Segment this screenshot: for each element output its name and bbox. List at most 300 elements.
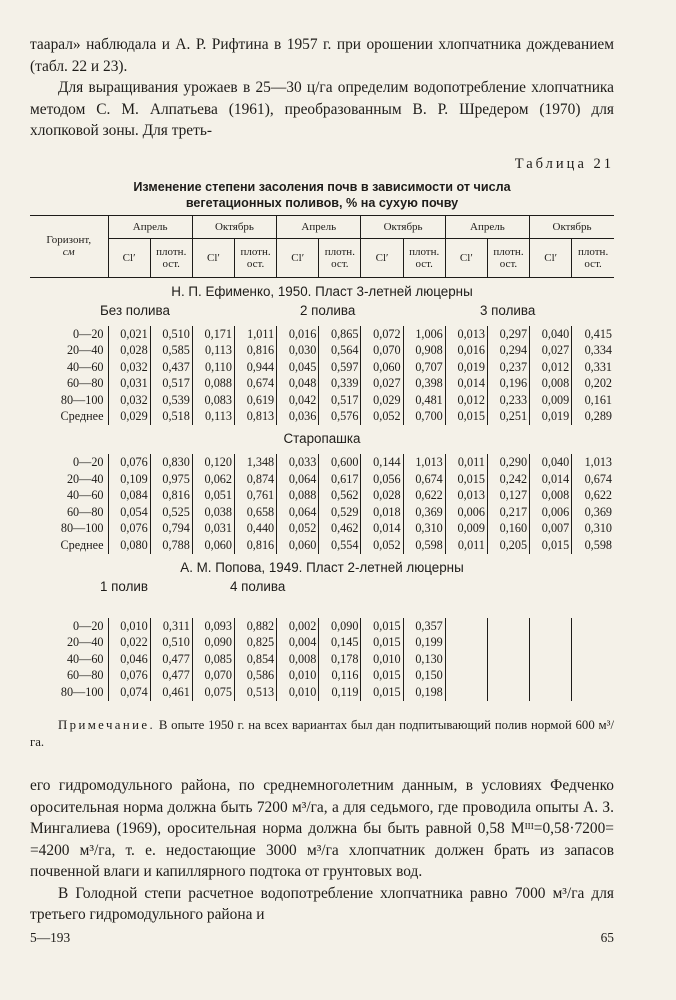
row-spacer — [30, 602, 614, 618]
value-cell: 0,237 — [487, 359, 529, 376]
value-cell: 0,006 — [530, 504, 572, 521]
value-cell: 0,477 — [150, 651, 192, 668]
value-cell: 0,029 — [108, 408, 150, 425]
month-header: Апрель — [445, 215, 529, 238]
value-cell: 0,019 — [445, 359, 487, 376]
subheader-dense-line-2: ост. — [584, 257, 602, 270]
value-cell: 0,518 — [150, 408, 192, 425]
value-cell: 0,015 — [445, 471, 487, 488]
table-row — [30, 408, 614, 425]
horizon-cell: 0—20 — [73, 326, 104, 341]
value-cell: 0,854 — [234, 651, 276, 668]
irrigation-count-label: 3 полива — [480, 302, 536, 318]
irrigation-count-cell — [30, 577, 614, 602]
subheader-dense-line-2: ост. — [246, 257, 265, 270]
value-cell: 0,576 — [319, 408, 361, 425]
irrigation-count-label: 4 полива — [230, 578, 286, 594]
value-cell: 0,477 — [150, 667, 192, 684]
horizon-cell: 20—40 — [66, 471, 104, 486]
value-cell: 0,031 — [108, 375, 150, 392]
section-title-row — [30, 277, 614, 301]
value-cell: 0,617 — [319, 471, 361, 488]
horizon-cell: 80—100 — [60, 521, 104, 536]
value-cell: 0,004 — [277, 634, 319, 651]
horizon-cell: 20—40 — [66, 635, 104, 650]
subheader-cl: Cl′ — [530, 238, 572, 277]
value-cell — [572, 667, 614, 684]
value-cell: 0,294 — [487, 342, 529, 359]
table-row — [30, 684, 614, 701]
value-cell: 0,874 — [234, 471, 276, 488]
value-cell: 0,013 — [445, 326, 487, 343]
value-cell: 1,013 — [572, 454, 614, 471]
month-header: Апрель — [108, 215, 192, 238]
horizon-cell: Среднее — [60, 409, 104, 424]
value-cell — [487, 634, 529, 651]
value-cell: 0,127 — [487, 487, 529, 504]
value-cell: 0,150 — [403, 667, 445, 684]
paragraph-top-1: таарал» наблюдала и А. Р. Рифтина в 1957 г. при орошении хлопчатника дождеванием (табл. 22 и 23). — [30, 36, 614, 75]
paragraph-bottom-2: В Голодной степи расчетное водопотребление хлопчатника равно 7000 м³/га для третьего гидромодульного района и — [30, 884, 614, 924]
value-cell: 0,006 — [445, 504, 487, 521]
value-cell: 0,009 — [445, 520, 487, 537]
subheader-cl: Cl′ — [361, 238, 403, 277]
horizon-cell: 80—100 — [60, 392, 104, 407]
value-cell: 0,046 — [108, 651, 150, 668]
section-title-row — [30, 554, 614, 577]
value-cell: 0,062 — [192, 471, 234, 488]
table-title-line-2: вегетационных поливов, % на сухую почву — [185, 195, 459, 210]
value-cell: 0,011 — [445, 454, 487, 471]
note-text: В опыте 1950 г. на всех вариантах был дан подпитывающий полив нормой 600 м³/га. — [30, 717, 615, 749]
value-cell: 0,113 — [192, 408, 234, 425]
value-cell: 0,090 — [192, 634, 234, 651]
value-cell: 0,012 — [445, 392, 487, 409]
subheader-dense-line-1: плотн. — [240, 245, 271, 258]
horizon-cell: 80—100 — [60, 685, 104, 699]
value-cell: 0,481 — [403, 392, 445, 409]
month-header: Октябрь — [530, 215, 614, 238]
value-cell: 0,437 — [150, 359, 192, 376]
value-cell: 0,014 — [530, 471, 572, 488]
value-cell: 0,032 — [108, 392, 150, 409]
horizon-cell: 40—60 — [66, 651, 104, 666]
value-cell — [530, 651, 572, 668]
value-cell: 0,030 — [277, 342, 319, 359]
value-cell: 0,517 — [150, 375, 192, 392]
value-cell: 0,009 — [530, 392, 572, 409]
value-cell: 0,072 — [361, 326, 403, 343]
value-cell: 0,076 — [108, 667, 150, 684]
table-row — [30, 504, 614, 521]
value-cell: 0,010 — [361, 651, 403, 668]
value-cell: 0,083 — [192, 392, 234, 409]
value-cell: 0,048 — [277, 375, 319, 392]
value-cell: 0,016 — [277, 326, 319, 343]
table-row — [30, 471, 614, 488]
value-cell: 0,011 — [445, 537, 487, 554]
value-cell: 0,080 — [108, 537, 150, 554]
value-cell: 0,830 — [150, 454, 192, 471]
value-cell: 0,539 — [150, 392, 192, 409]
value-cell: 0,674 — [403, 471, 445, 488]
value-cell: 0,064 — [277, 504, 319, 521]
value-cell: 0,018 — [361, 504, 403, 521]
value-cell — [487, 618, 529, 635]
value-cell: 0,233 — [487, 392, 529, 409]
subheader-dense-line-2: ост. — [162, 257, 180, 270]
value-cell: 1,006 — [403, 326, 445, 343]
value-cell: 0,339 — [319, 375, 361, 392]
value-cell: 0,130 — [403, 651, 445, 668]
salinity-table — [30, 215, 614, 701]
value-cell: 0,510 — [150, 634, 192, 651]
value-cell — [572, 634, 614, 651]
subheader-dense-residue — [150, 238, 192, 277]
value-cell — [445, 667, 487, 684]
value-cell: 0,816 — [234, 537, 276, 554]
horizon-cell: 0—20 — [73, 618, 104, 633]
horizon-header-label: Горизонт, — [46, 234, 92, 246]
value-cell: 0,564 — [319, 342, 361, 359]
value-cell: 0,074 — [108, 684, 150, 701]
irrigation-count-label: 1 полив — [100, 578, 148, 594]
value-cell: 0,794 — [150, 520, 192, 537]
value-cell: 0,110 — [192, 359, 234, 376]
printer-signature: 5—193 — [30, 930, 71, 945]
value-cell: 0,562 — [319, 487, 361, 504]
value-cell: 0,816 — [234, 342, 276, 359]
value-cell: 0,674 — [572, 471, 614, 488]
value-cell: 1,013 — [403, 454, 445, 471]
value-cell: 0,031 — [192, 520, 234, 537]
value-cell: 0,334 — [572, 342, 614, 359]
table-row — [30, 326, 614, 343]
table-row — [30, 537, 614, 554]
value-cell: 0,908 — [403, 342, 445, 359]
value-cell: 0,019 — [530, 408, 572, 425]
value-cell: 0,120 — [192, 454, 234, 471]
value-cell: 0,586 — [234, 667, 276, 684]
subheader-dense-residue — [234, 238, 276, 277]
value-cell — [445, 618, 487, 635]
value-cell: 0,700 — [403, 408, 445, 425]
value-cell: 0,008 — [530, 375, 572, 392]
value-cell — [445, 634, 487, 651]
table-row — [30, 634, 614, 651]
subheader-row — [30, 238, 614, 277]
value-cell: 0,116 — [319, 667, 361, 684]
value-cell: 0,975 — [150, 471, 192, 488]
table-label: Таблица 21 — [514, 155, 614, 172]
value-cell: 0,064 — [277, 471, 319, 488]
table-header — [30, 215, 614, 277]
table-row — [30, 454, 614, 471]
value-cell: 0,251 — [487, 408, 529, 425]
value-cell: 0,028 — [361, 487, 403, 504]
value-cell: 0,084 — [108, 487, 150, 504]
value-cell: 0,070 — [192, 667, 234, 684]
paragraph-top-2: Для выращивания урожаев в 25—30 ц/га определим водопотребление хлопчатника методом С. М. Алпатьева (1961), преобразованным В. Р. Шредером (1970) для хлопковой зоны. Для треть- — [30, 79, 614, 139]
value-cell — [530, 667, 572, 684]
section-title-row — [30, 425, 614, 448]
value-cell: 0,944 — [234, 359, 276, 376]
document-page — [30, 34, 614, 926]
value-cell: 0,027 — [530, 342, 572, 359]
value-cell: 0,093 — [192, 618, 234, 635]
value-cell: 0,007 — [530, 520, 572, 537]
subheader-dense-residue — [487, 238, 529, 277]
table-row — [30, 392, 614, 409]
value-cell: 0,161 — [572, 392, 614, 409]
horizon-cell: 20—40 — [66, 343, 104, 358]
value-cell: 0,113 — [192, 342, 234, 359]
value-cell: 0,060 — [361, 359, 403, 376]
value-cell: 0,865 — [319, 326, 361, 343]
value-cell: 0,076 — [108, 454, 150, 471]
value-cell: 0,398 — [403, 375, 445, 392]
section-title: А. М. Попова, 1949. Пласт 2-летней люцерны — [180, 559, 464, 575]
value-cell: 0,045 — [277, 359, 319, 376]
value-cell: 0,090 — [319, 618, 361, 635]
value-cell: 0,598 — [403, 537, 445, 554]
table-body — [30, 277, 614, 701]
irrigation-count-row — [30, 301, 614, 326]
table-title-line-1: Изменение степени засоления почв в зависимости от числа — [133, 179, 511, 194]
value-cell: 0,585 — [150, 342, 192, 359]
value-cell: 0,014 — [445, 375, 487, 392]
page-footer — [30, 930, 614, 946]
horizon-cell: Среднее — [60, 538, 104, 553]
paragraph-bottom-1: его гидромодульного района, по среднемноголетним данным, в условиях Федченко оросительная норма должна быть 7200 м³/га, а для седьмого, где проводила опыты А. З. Мингалиева (1969), оросительная норма должна бы быть равной 0,58 Mᴵᴵᴵ=0,58·7200= =4200 м³/га, т. е. недостающие 3000 м³/га хлопчатник должен брать из запасов почвенной влаги и капиллярного подтока от грунтовых вод. — [30, 777, 614, 881]
subheader-dense-residue — [572, 238, 614, 277]
value-cell: 0,038 — [192, 504, 234, 521]
value-cell: 0,289 — [572, 408, 614, 425]
value-cell: 0,032 — [108, 359, 150, 376]
value-cell: 0,310 — [403, 520, 445, 537]
value-cell: 0,510 — [150, 326, 192, 343]
month-header: Апрель — [277, 215, 361, 238]
value-cell: 0,008 — [530, 487, 572, 504]
value-cell: 0,119 — [319, 684, 361, 701]
value-cell: 0,002 — [277, 618, 319, 635]
subheader-dense-line-1: плотн. — [409, 245, 440, 258]
value-cell: 0,171 — [192, 326, 234, 343]
value-cell: 0,597 — [319, 359, 361, 376]
value-cell: 0,160 — [487, 520, 529, 537]
horizon-header-unit: см — [62, 246, 75, 258]
value-cell: 0,369 — [403, 504, 445, 521]
value-cell: 0,060 — [192, 537, 234, 554]
value-cell: 0,022 — [108, 634, 150, 651]
value-cell: 0,205 — [487, 537, 529, 554]
value-cell: 0,076 — [108, 520, 150, 537]
value-cell: 0,297 — [487, 326, 529, 343]
table-row — [30, 618, 614, 635]
value-cell: 0,012 — [530, 359, 572, 376]
subheader-dense-residue — [319, 238, 361, 277]
value-cell: 0,040 — [530, 454, 572, 471]
value-cell: 1,348 — [234, 454, 276, 471]
value-cell: 0,040 — [530, 326, 572, 343]
value-cell — [530, 618, 572, 635]
value-cell: 0,707 — [403, 359, 445, 376]
value-cell: 0,015 — [361, 634, 403, 651]
value-cell — [530, 634, 572, 651]
value-cell: 0,517 — [319, 392, 361, 409]
horizon-cell: 60—80 — [66, 376, 104, 391]
table-row — [30, 667, 614, 684]
value-cell — [572, 651, 614, 668]
subheader-cl: Cl′ — [108, 238, 150, 277]
value-cell: 0,788 — [150, 537, 192, 554]
subheader-cl: Cl′ — [277, 238, 319, 277]
value-cell: 0,109 — [108, 471, 150, 488]
horizon-cell: 0—20 — [73, 455, 104, 470]
irrigation-count-label: Без полива — [100, 302, 170, 318]
value-cell: 0,357 — [403, 618, 445, 635]
horizon-cell: 60—80 — [66, 504, 104, 519]
value-cell — [572, 684, 614, 701]
value-cell: 0,462 — [319, 520, 361, 537]
value-cell — [530, 684, 572, 701]
value-cell: 0,331 — [572, 359, 614, 376]
table-title — [30, 179, 614, 211]
value-cell — [445, 651, 487, 668]
value-cell: 0,196 — [487, 375, 529, 392]
row-spacer-cell — [30, 602, 614, 618]
value-cell: 0,013 — [445, 487, 487, 504]
table-note — [30, 717, 614, 751]
subheader-dense-line-2: ост. — [331, 257, 349, 270]
value-cell: 0,529 — [319, 504, 361, 521]
value-cell: 0,598 — [572, 537, 614, 554]
value-cell: 0,008 — [277, 651, 319, 668]
subheader-dense-line-2: ост. — [415, 257, 433, 270]
table-row — [30, 487, 614, 504]
horizon-header — [30, 215, 108, 277]
page-number: 65 — [600, 930, 614, 945]
subheader-cl: Cl′ — [192, 238, 234, 277]
value-cell: 0,554 — [319, 537, 361, 554]
subheader-dense-line-1: плотн. — [493, 245, 524, 258]
value-cell: 0,056 — [361, 471, 403, 488]
value-cell: 0,033 — [277, 454, 319, 471]
note-label: Примечание. — [58, 717, 156, 732]
value-cell: 0,075 — [192, 684, 234, 701]
subheader-dense-line-1: плотн. — [578, 245, 609, 258]
value-cell: 0,010 — [277, 684, 319, 701]
value-cell: 0,016 — [445, 342, 487, 359]
value-cell: 0,088 — [192, 375, 234, 392]
table-row — [30, 651, 614, 668]
month-header: Октябрь — [361, 215, 445, 238]
value-cell: 0,202 — [572, 375, 614, 392]
irrigation-count-label: 2 полива — [300, 302, 356, 318]
irrigation-count-cell — [30, 301, 614, 326]
value-cell: 1,011 — [234, 326, 276, 343]
table-row — [30, 359, 614, 376]
value-cell: 0,622 — [403, 487, 445, 504]
value-cell: 0,010 — [108, 618, 150, 635]
subheader-dense-line-1: плотн. — [324, 245, 355, 258]
value-cell — [572, 618, 614, 635]
table-row — [30, 375, 614, 392]
table-row — [30, 520, 614, 537]
irrigation-count-row — [30, 577, 614, 602]
value-cell: 0,525 — [150, 504, 192, 521]
horizon-cell: 60—80 — [66, 668, 104, 683]
value-cell: 0,882 — [234, 618, 276, 635]
value-cell: 0,674 — [234, 375, 276, 392]
value-cell: 0,052 — [277, 520, 319, 537]
value-cell: 0,816 — [150, 487, 192, 504]
value-cell: 0,015 — [445, 408, 487, 425]
table-row — [30, 342, 614, 359]
section-title: Н. П. Ефименко, 1950. Пласт 3-летней люцерны — [171, 283, 473, 299]
value-cell — [487, 684, 529, 701]
value-cell: 0,015 — [361, 684, 403, 701]
value-cell: 0,761 — [234, 487, 276, 504]
value-cell — [445, 684, 487, 701]
value-cell: 0,461 — [150, 684, 192, 701]
value-cell: 0,051 — [192, 487, 234, 504]
value-cell: 0,178 — [319, 651, 361, 668]
value-cell: 0,014 — [361, 520, 403, 537]
subheader-dense-line-2: ост. — [499, 257, 518, 270]
subheader-dense-residue — [403, 238, 445, 277]
value-cell: 0,144 — [361, 454, 403, 471]
value-cell: 0,060 — [277, 537, 319, 554]
section-title: Старопашка — [283, 431, 361, 447]
value-cell: 0,242 — [487, 471, 529, 488]
month-header: Октябрь — [192, 215, 276, 238]
value-cell: 0,010 — [277, 667, 319, 684]
value-cell: 0,369 — [572, 504, 614, 521]
value-cell: 0,619 — [234, 392, 276, 409]
horizon-cell: 40—60 — [66, 488, 104, 503]
value-cell: 0,217 — [487, 504, 529, 521]
value-cell: 0,145 — [319, 634, 361, 651]
value-cell: 0,825 — [234, 634, 276, 651]
value-cell: 0,513 — [234, 684, 276, 701]
value-cell: 0,199 — [403, 634, 445, 651]
value-cell: 0,054 — [108, 504, 150, 521]
value-cell: 0,036 — [277, 408, 319, 425]
value-cell: 0,015 — [530, 537, 572, 554]
value-cell: 0,042 — [277, 392, 319, 409]
subheader-dense-line-1: плотн. — [156, 245, 187, 258]
value-cell: 0,028 — [108, 342, 150, 359]
value-cell: 0,415 — [572, 326, 614, 343]
value-cell: 0,440 — [234, 520, 276, 537]
value-cell: 0,027 — [361, 375, 403, 392]
value-cell: 0,021 — [108, 326, 150, 343]
value-cell: 0,290 — [487, 454, 529, 471]
value-cell: 0,310 — [572, 520, 614, 537]
horizon-cell: 40—60 — [66, 359, 104, 374]
value-cell: 0,813 — [234, 408, 276, 425]
value-cell: 0,198 — [403, 684, 445, 701]
value-cell: 0,015 — [361, 667, 403, 684]
value-cell: 0,311 — [150, 618, 192, 635]
subheader-cl: Cl′ — [445, 238, 487, 277]
value-cell: 0,015 — [361, 618, 403, 635]
value-cell: 0,622 — [572, 487, 614, 504]
value-cell: 0,600 — [319, 454, 361, 471]
value-cell: 0,088 — [277, 487, 319, 504]
value-cell — [487, 651, 529, 668]
